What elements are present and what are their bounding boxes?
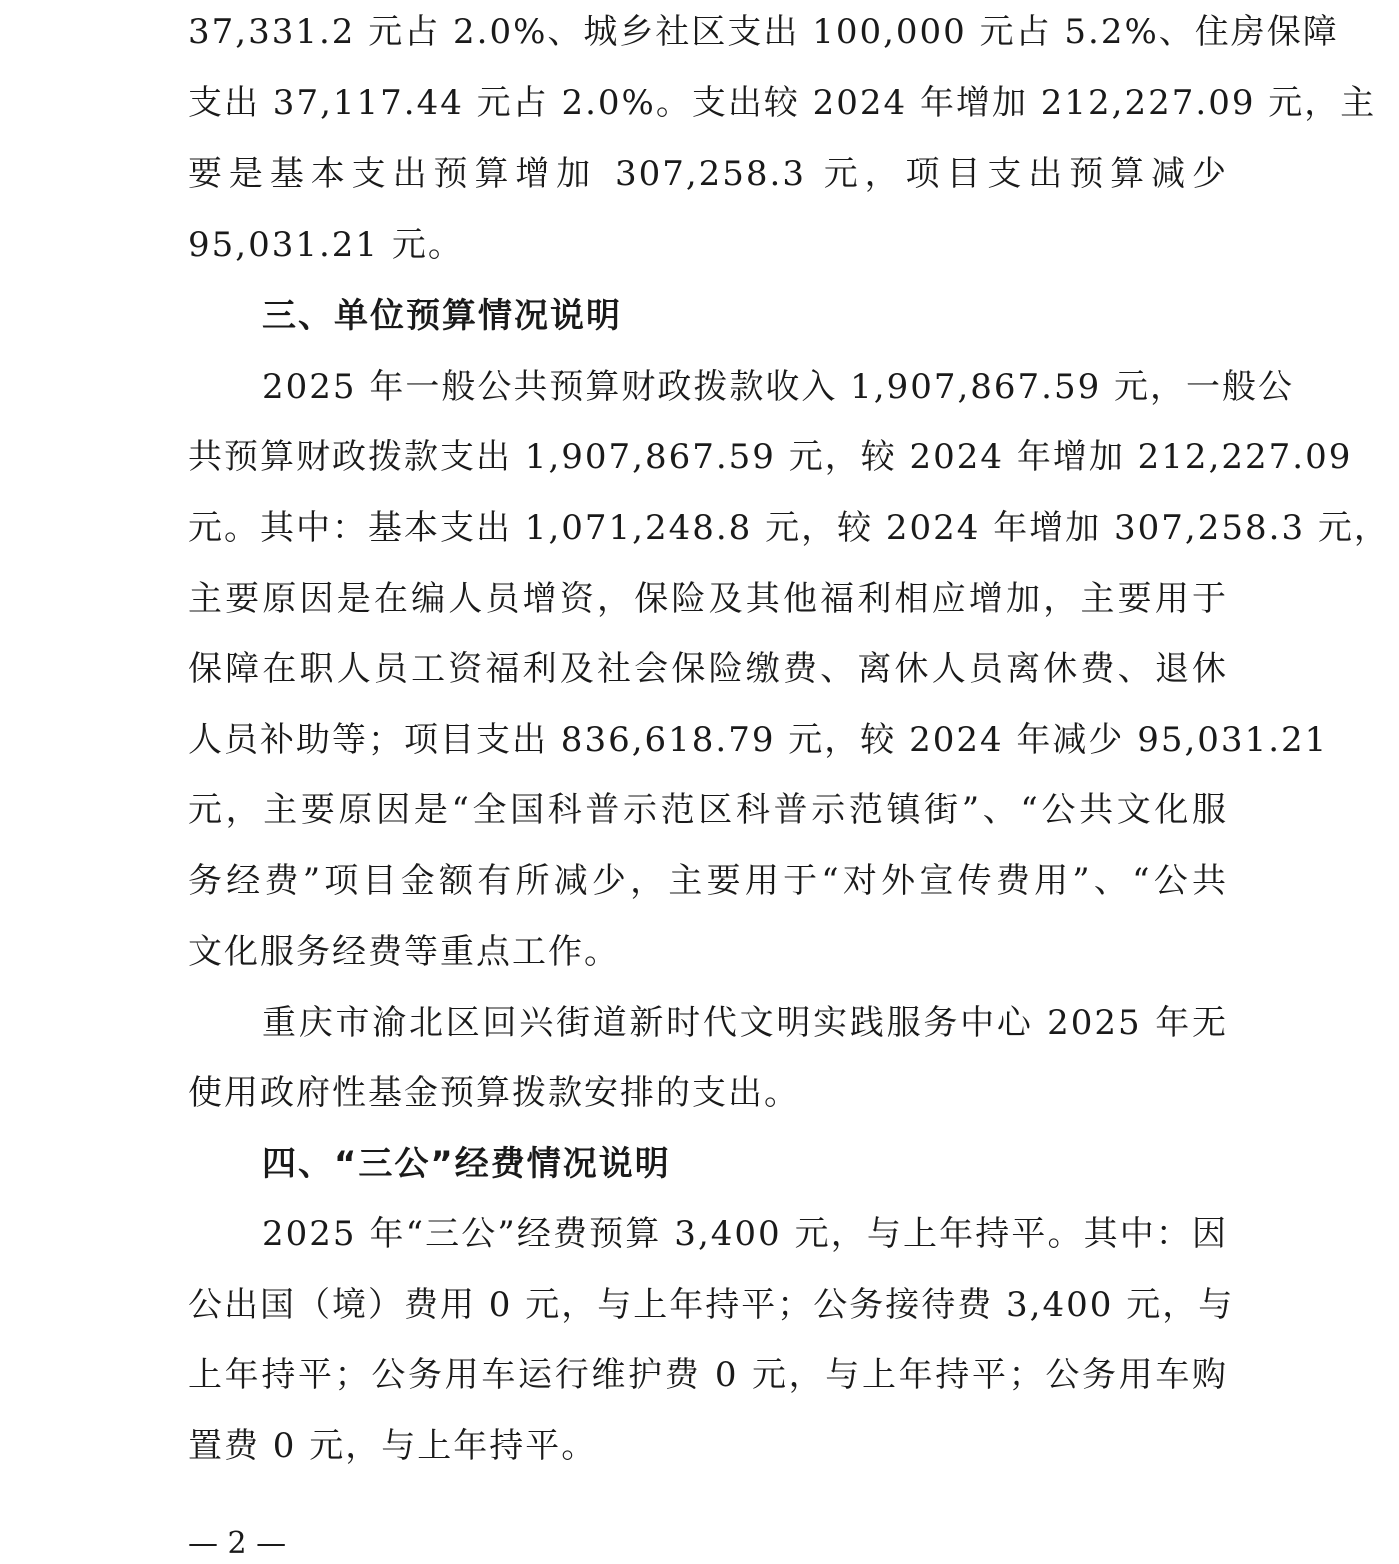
paragraph-line: 元，主要原因是“全国科普示范区科普示范镇街”、“公共文化服 — [188, 790, 1228, 830]
paragraph-line: 2025 年一般公共预算财政拨款收入 1,907,867.59 元，一般公 — [262, 367, 1295, 407]
paragraph-line: 务经费”项目金额有所减少，主要用于“对外宣传费用”、“公共 — [188, 861, 1228, 901]
paragraph-line: 公出国（境）费用 0 元，与上年持平；公务接待费 3,400 元，与 — [188, 1285, 1235, 1325]
paragraph-line: 支出 37,117.44 元占 2.0%。支出较 2024 年增加 212,227.09 元，主 — [188, 83, 1377, 123]
paragraph-line: 重庆市渝北区回兴街道新时代文明实践服务中心 2025 年无 — [262, 1003, 1228, 1043]
paragraph-line: 使用政府性基金预算拨款安排的支出。 — [188, 1073, 800, 1113]
paragraph-line: 2025 年“三公”经费预算 3,400 元，与上年持平。其中：因 — [262, 1214, 1228, 1254]
paragraph-line: 元。其中：基本支出 1,071,248.8 元，较 2024 年增加 307,258.3 元， — [188, 508, 1390, 548]
paragraph-line: 保障在职人员工资福利及社会保险缴费、离休人员离休费、退休 — [188, 649, 1228, 689]
paragraph-line: 文化服务经费等重点工作。 — [188, 932, 620, 972]
paragraph-line: 共预算财政拨款支出 1,907,867.59 元，较 2024 年增加 212,227.09 — [188, 437, 1353, 477]
paragraph-line: 主要原因是在编人员增资，保险及其他福利相应增加，主要用于 — [188, 579, 1228, 619]
section-heading-4: 四、“三公”经费情况说明 — [262, 1144, 671, 1184]
paragraph-line: 要是基本支出预算增加 307,258.3 元，项目支出预算减少 — [188, 154, 1228, 194]
paragraph-line: 37,331.2 元占 2.0%、城乡社区支出 100,000 元占 5.2%、住房保障 — [188, 12, 1339, 52]
section-heading-3: 三、单位预算情况说明 — [262, 296, 622, 336]
page-number: — 2 — — [188, 1526, 287, 1561]
paragraph-line: 置费 0 元，与上年持平。 — [188, 1426, 598, 1466]
paragraph-line: 95,031.21 元。 — [188, 225, 464, 265]
paragraph-line: 人员补助等；项目支出 836,618.79 元，较 2024 年减少 95,031.21 — [188, 720, 1329, 760]
paragraph-line: 上年持平；公务用车运行维护费 0 元，与上年持平；公务用车购 — [188, 1355, 1228, 1395]
